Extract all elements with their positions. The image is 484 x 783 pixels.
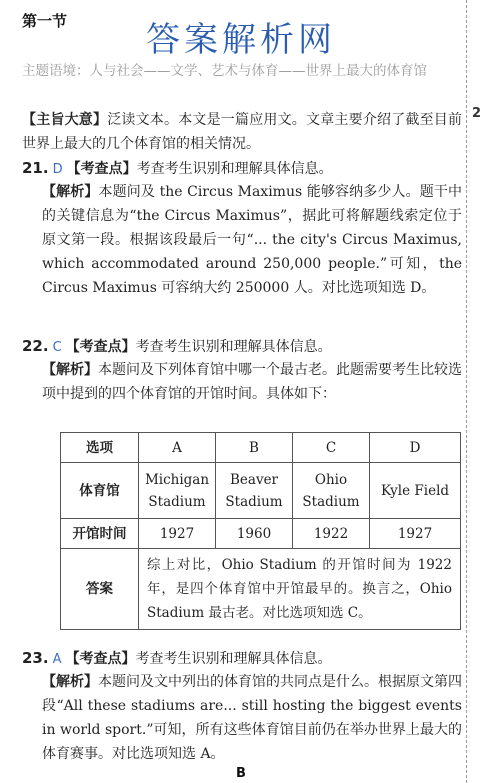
q22-analysis-label: 【解析】 bbox=[42, 362, 98, 378]
table-row-header: 开馆时间 bbox=[61, 519, 139, 549]
main-idea-text: 泛读文本。本文是一篇应用文。文章主要介绍了截至目前世界上最大的几个体育馆的相关情况。 bbox=[22, 112, 463, 152]
q21-number: 21. bbox=[22, 159, 49, 177]
table-cell: A bbox=[139, 433, 216, 463]
q22-header bbox=[22, 334, 462, 360]
watermark-logo: 答案解析网 bbox=[146, 20, 336, 60]
q23-analysis-label: 【解析】 bbox=[42, 674, 98, 690]
q21-analysis bbox=[42, 180, 462, 300]
table-cell: D bbox=[370, 433, 461, 463]
q22-analysis-text: 本题问及下列体育馆中哪一个最古老。此题需要考生比较选项中提到的四个体育馆的开馆时间。具体如下： bbox=[42, 362, 462, 402]
table-cell: 1927 bbox=[139, 519, 216, 549]
q21-header bbox=[22, 156, 462, 182]
table-cell: 1927 bbox=[370, 519, 461, 549]
q21-analysis-label: 【解析】 bbox=[42, 184, 99, 200]
table-row bbox=[61, 519, 461, 549]
table-cell: B bbox=[216, 433, 293, 463]
table-row-header: 选项 bbox=[61, 433, 139, 463]
section-title: 第一节 bbox=[22, 12, 68, 30]
table-cell: 1922 bbox=[293, 519, 370, 549]
table-cell: C bbox=[293, 433, 370, 463]
main-idea-label: 【主旨大意】 bbox=[22, 112, 108, 128]
q23-header bbox=[22, 646, 462, 672]
main-idea bbox=[22, 108, 462, 156]
q22-analysis bbox=[42, 358, 462, 406]
bottom-marker: B bbox=[236, 766, 246, 781]
column-divider bbox=[466, 0, 467, 783]
theme-context: 主题语境：人与社会——文学、艺术与体育——世界上最大的体育馆 bbox=[22, 63, 427, 79]
q21-analysis-text: 本题问及 the Circus Maximus 能够容纳多少人。题干中的关键信息为“the Circus Maximus”，据此可将解题线索定位于原文第一段。根据该段最后一句“... the city's Circus Maximus, which accommodated around 250,000 people.”可知，the Circus Maximus 可容纳大约 250000 人。对比选项知选 D。 bbox=[42, 184, 462, 296]
q22-number: 22. bbox=[22, 337, 49, 355]
table-row bbox=[61, 463, 461, 519]
table-cell: Beaver Stadium bbox=[216, 463, 293, 519]
table-conclusion: 综上对比，Ohio Stadium 的开馆时间为 1922 年，是四个体育馆中开馆最早的。换言之，Ohio Stadium 最古老。对比选项知选 C。 bbox=[139, 549, 461, 630]
table-cell: 1960 bbox=[216, 519, 293, 549]
table-cell: Ohio Stadium bbox=[293, 463, 370, 519]
q22-answer: C bbox=[52, 340, 62, 355]
q23-number: 23. bbox=[22, 649, 49, 667]
q21-answer: D bbox=[52, 162, 63, 177]
q23-point-text: 考查考生识别和理解具体信息。 bbox=[135, 651, 332, 667]
next-column-number: 2 bbox=[472, 106, 482, 121]
q23-answer: A bbox=[52, 652, 62, 667]
table-row-header: 答案 bbox=[61, 549, 139, 630]
stadium-table bbox=[60, 432, 461, 630]
table-row bbox=[61, 433, 461, 463]
q21-point-label: 【考查点】 bbox=[66, 161, 137, 177]
table-row-header: 体育馆 bbox=[61, 463, 139, 519]
q23-point-label: 【考查点】 bbox=[65, 651, 136, 667]
table-row bbox=[61, 549, 461, 630]
table-cell: Kyle Field bbox=[370, 463, 461, 519]
q22-point-label: 【考查点】 bbox=[65, 339, 136, 355]
q22-point-text: 考查考生识别和理解具体信息。 bbox=[135, 339, 332, 355]
q21-point-text: 考查考生识别和理解具体信息。 bbox=[136, 161, 333, 177]
table-cell: Michigan Stadium bbox=[139, 463, 216, 519]
q23-analysis-text: 本题问及文中列出的体育馆的共同点是什么。根据原文第四段“All these stadiums are... still hosting the biggest events in world sport.”可知，所有这些体育馆目前仍在举办世界上最大的体育赛事。对比选项知选 A。 bbox=[42, 674, 462, 762]
q23-analysis bbox=[42, 670, 462, 766]
